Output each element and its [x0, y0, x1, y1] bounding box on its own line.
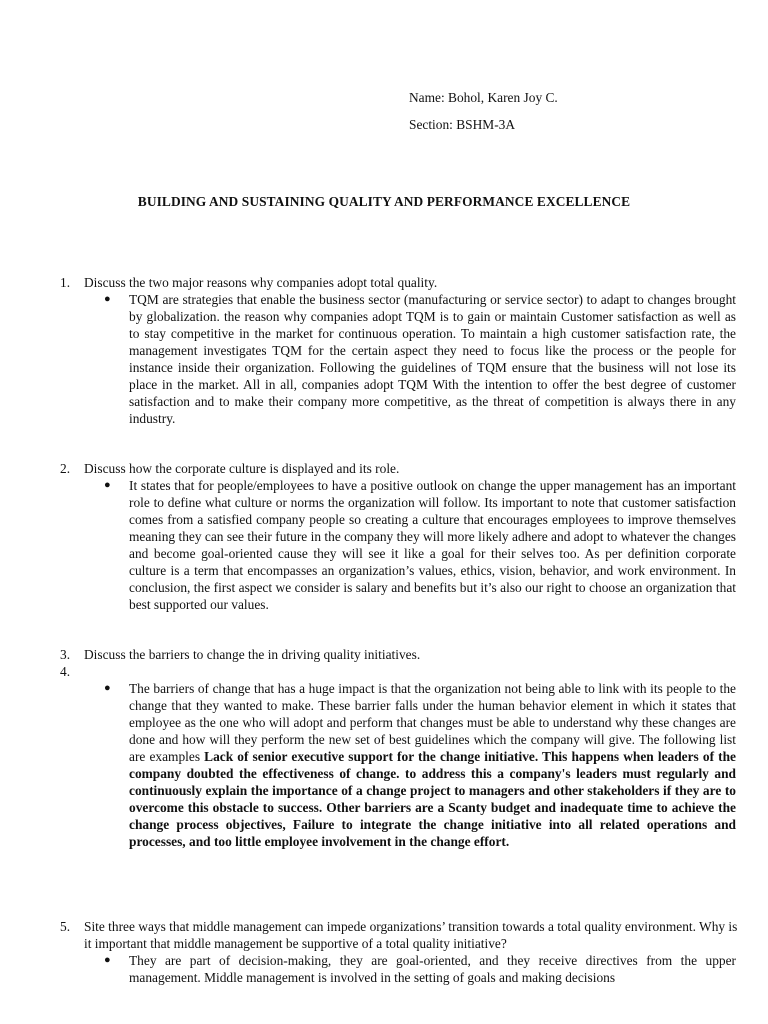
question-number: 2.	[60, 461, 71, 476]
answer-text: They are part of decision-making, they are goal-oriented, and they receive directives from the upper management. Middle management is involved in the setting of goals and making decisions	[129, 953, 736, 985]
answer-bold-part: Lack of senior executive support for the change initiative. This happens when leaders of the company doubted the effectiveness of change. to address this a company's leaders must regularly and continuously explain the importance of a change project to managers and other stakeholders if they are to overcome this obstacle to success. Other barriers are a Scanty budget and inadequate time to achieve the change process objectives, Failure to integrate the change initiative into all related operations and processes, and too little employee involvement in the change effort.	[129, 749, 736, 849]
answer-text: It states that for people/employees to have a positive outlook on change the upper management has an important role to define what culture or norms the organization will follow. Its important to note that customer satisfaction comes from a satisfied company people so creating a culture that encourages employees to improve themselves meaning they can see their future in the company they will more likely adhere and adopt to whatever the changes and become goal-oriented cause they will see it like a goal for their selves too. As per definition corporate culture is a term that encompasses an organization’s values, ethics, vision, behavior, and work environment. In conclusion, the first aspect we consider is salary and benefits but it’s also our right to choose an organization that best supported our values.	[129, 478, 736, 612]
question-4	[60, 663, 740, 680]
answer-plain-part: The barriers of change that has a huge impact is that the organization not being able to link with its people to the change that they wanted to make. These barrier falls under the human behavior element in which it states that employee as the one who will adopt and perform that changes must be able to understand why these changes are done and how will they perform the new set of best guidelines which the company will give. The following list are examples	[129, 681, 736, 764]
bullet-icon: ●	[104, 954, 111, 966]
question-number: 3.	[60, 647, 71, 662]
question-number: 5.	[60, 919, 71, 934]
question-text: Site three ways that middle management can impede organizations’ transition towards a total quality environment. Why is it important that middle management be supportive of a total quality initiative?	[84, 919, 738, 951]
bullet-icon: ●	[104, 293, 111, 305]
question-5	[60, 918, 740, 952]
question-number: 1.	[60, 275, 71, 290]
question-3	[60, 646, 740, 663]
student-name: Name: Bohol, Karen Joy C.	[409, 90, 558, 105]
answer-2	[104, 477, 736, 613]
question-number: 4.	[60, 664, 71, 679]
answer-1	[104, 291, 736, 427]
answer-text	[129, 680, 736, 850]
question-text: Discuss the barriers to change the in driving quality initiatives.	[84, 647, 421, 662]
document-title: BUILDING AND SUSTAINING QUALITY AND PERFORMANCE EXCELLENCE	[137, 194, 631, 209]
bullet-icon: ●	[104, 682, 111, 694]
bullet-icon: ●	[104, 479, 111, 491]
question-text: Discuss the two major reasons why companies adopt total quality.	[84, 275, 438, 290]
answer-5	[104, 952, 736, 986]
question-1	[60, 274, 740, 291]
question-2	[60, 460, 740, 477]
student-section: Section: BSHM-3A	[409, 117, 516, 132]
question-text: Discuss how the corporate culture is displayed and its role.	[84, 461, 400, 476]
answer-text: TQM are strategies that enable the business sector (manufacturing or service sector) to adapt to changes brought by globalization. the reason why companies adopt TQM is to gain or maintain Customer satisfaction as well as to stay competitive in the market for continuous operation. To maintain a high customer satisfaction rate, the management investigates TQM for the certain aspect they need to focus like the process or the people for instance inside their organization. Following the guidelines of TQM ensure that the business will not lose its place in the market. All in all, companies adopt TQM With the intention to offer the best degree of customer satisfaction and to make their company more competitive, as the threat of competition is always there in any industry.	[129, 292, 736, 426]
answer-3	[104, 680, 736, 850]
